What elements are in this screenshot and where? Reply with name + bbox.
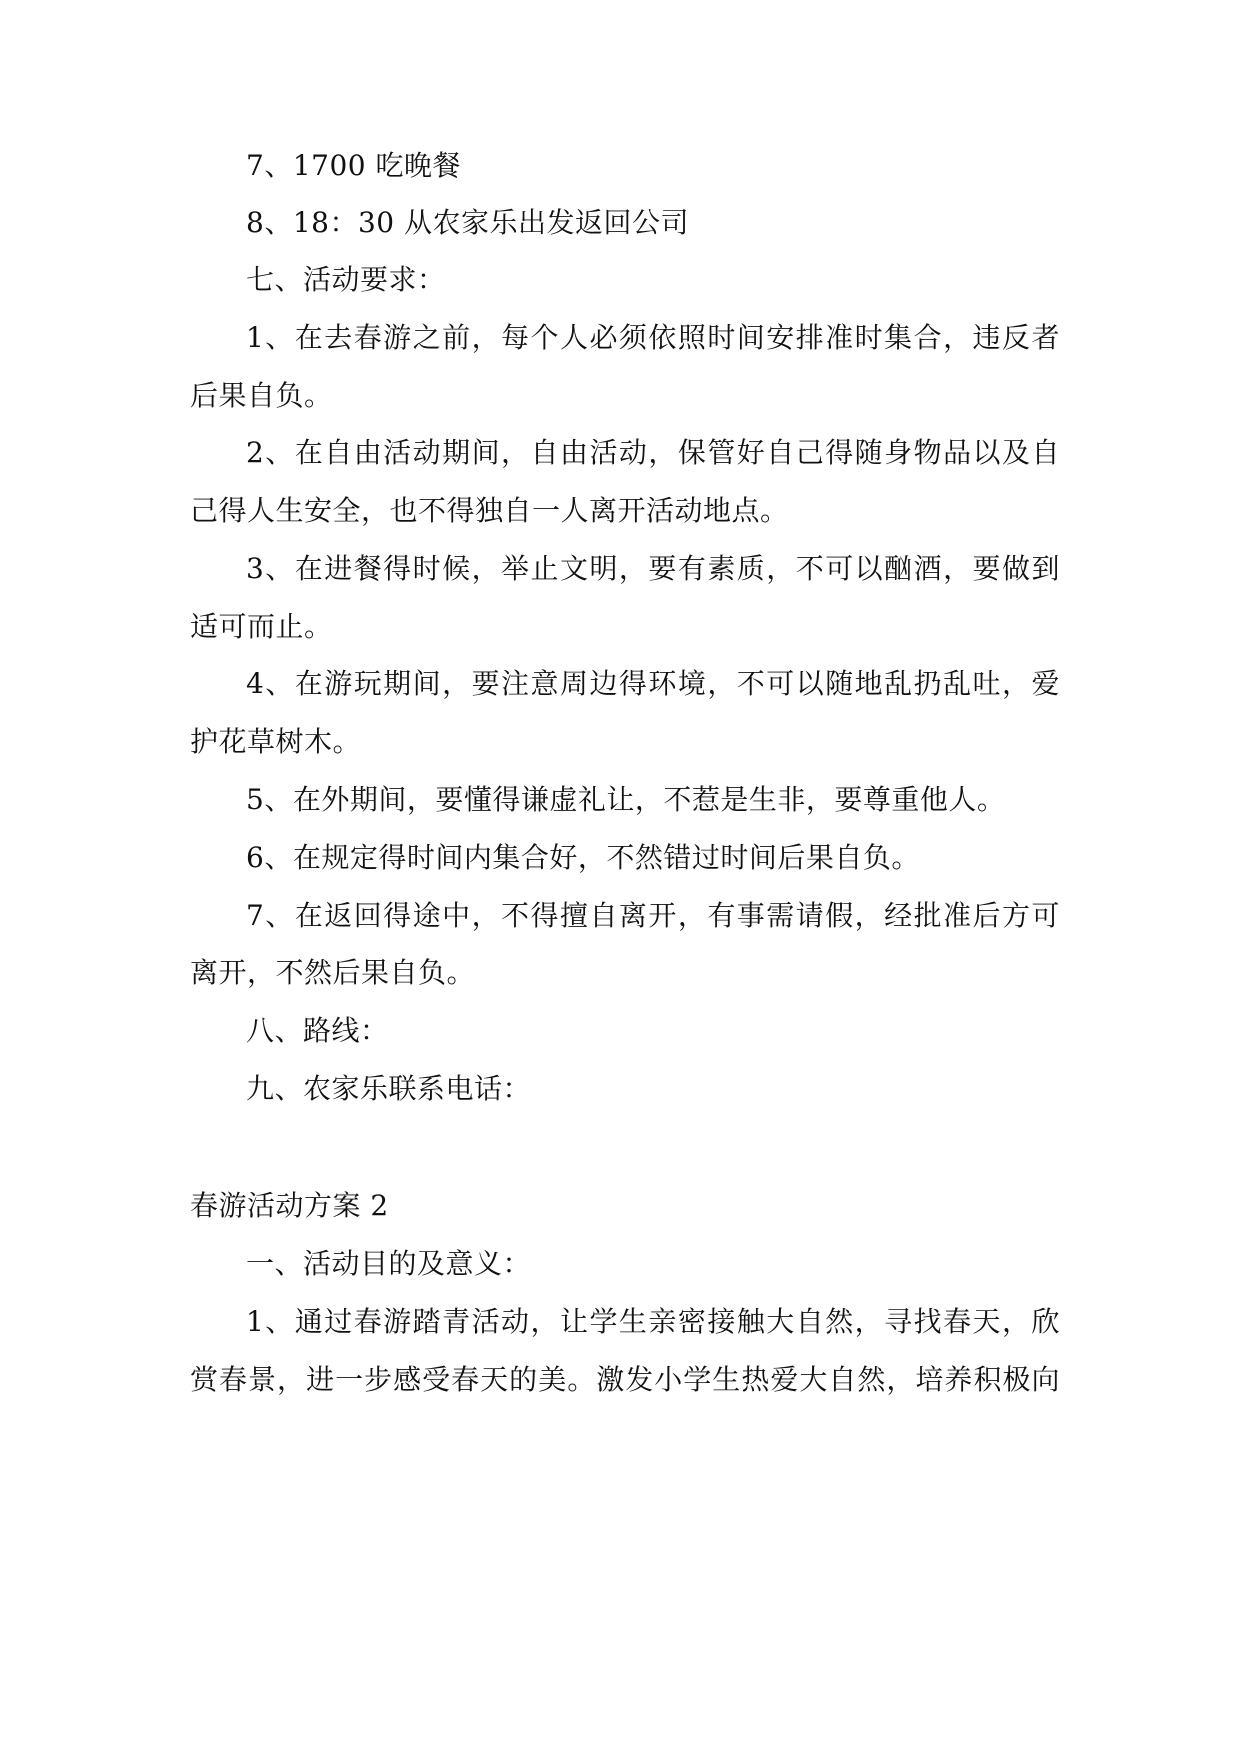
section-heading-route: 八、路线： bbox=[246, 1014, 389, 1047]
schedule-item-7: 7、1700 吃晚餐 bbox=[246, 149, 461, 182]
requirement-6: 6、在规定得时间内集合好，不然错过时间后果自负。 bbox=[246, 841, 920, 874]
requirement-7-line-1: 7、在返回得途中，不得擅自离开，有事需请假，经批准后方可 bbox=[246, 899, 1060, 932]
purpose-1-line-2: 赏春景，进一步感受春天的美。激发小学生热爱大自然，培养积极向 bbox=[190, 1363, 1060, 1396]
requirement-1-line-1: 1、在去春游之前，每个人必须依照时间安排准时集合，违反者 bbox=[246, 321, 1060, 354]
requirement-5: 5、在外期间，要懂得谦虚礼让，不惹是生非，要尊重他人。 bbox=[246, 783, 1006, 816]
requirement-7-line-2: 离开，不然后果自负。 bbox=[190, 956, 476, 989]
requirement-4-line-2: 护花草树木。 bbox=[190, 725, 362, 758]
requirement-2-line-1: 2、在自由活动期间，自由活动，保管好自己得随身物品以及自 bbox=[246, 436, 1060, 469]
requirement-3-line-1: 3、在进餐得时候，举止文明，要有素质，不可以酗酒，要做到 bbox=[246, 552, 1060, 585]
section-heading-contact: 九、农家乐联系电话： bbox=[246, 1072, 532, 1105]
requirement-4-line-1: 4、在游玩期间，要注意周边得环境，不可以随地乱扔乱吐，爱 bbox=[246, 667, 1060, 700]
requirement-3-line-2: 适可而止。 bbox=[190, 610, 333, 643]
schedule-item-8: 8、18：30 从农家乐出发返回公司 bbox=[246, 206, 689, 239]
plan-2-title: 春游活动方案 2 bbox=[190, 1189, 389, 1222]
section-heading-requirements: 七、活动要求： bbox=[246, 263, 446, 296]
section-heading-purpose: 一、活动目的及意义： bbox=[246, 1247, 532, 1280]
requirement-1-line-2: 后果自负。 bbox=[190, 379, 333, 412]
purpose-1-line-1: 1、通过春游踏青活动，让学生亲密接触大自然，寻找春天，欣 bbox=[246, 1305, 1060, 1338]
requirement-2-line-2: 己得人生安全，也不得独自一人离开活动地点。 bbox=[190, 494, 789, 527]
